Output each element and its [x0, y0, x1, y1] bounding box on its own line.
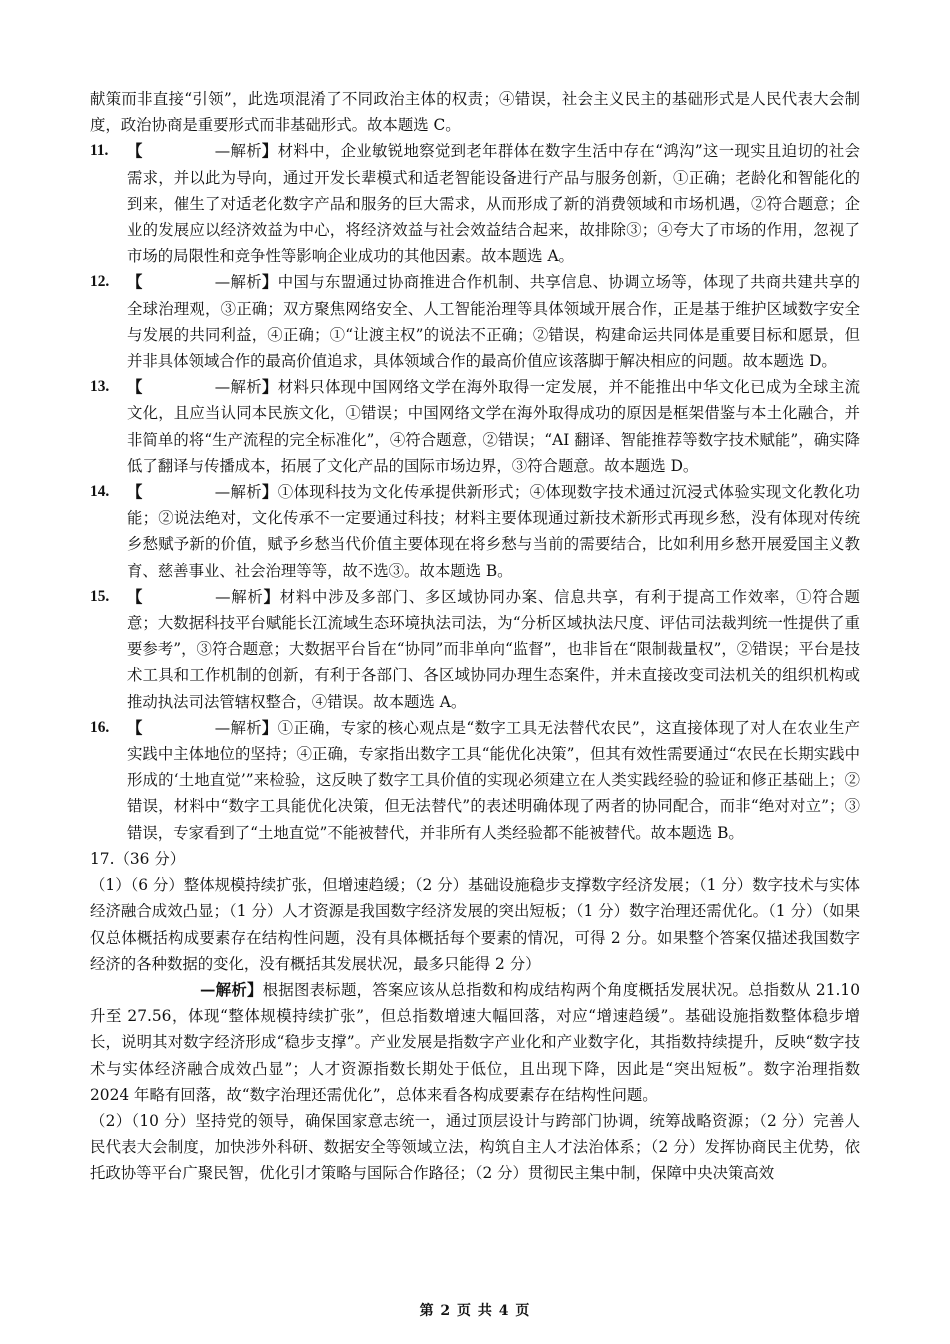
analysis-label: —解析: [214, 273, 262, 292]
open-bracket: 【: [127, 273, 143, 292]
answer-item-11: [90, 138, 860, 269]
open-bracket: 【: [127, 718, 143, 737]
open-bracket: 【: [127, 142, 143, 161]
close-bracket: 】: [261, 142, 278, 161]
analysis-text: 材料中，企业敏锐地察觉到老年群体在数字生活中存在“鸿沟”这一现实且迫切的社会需求，并以此为导向，通过开发长辈模式和适老智能设备进行产品与服务创新，①正确；老龄化和智能化的到来，催生了对适老化数字产品和服务的巨大需求，从而形成了新的消费领域和市场机遇，②符合题意；企业的发展应以经济效益为中心，将经济效益与社会效益结合起来，故排除③；④夸大了市场的作用，忽视了市场的局限性和竞争性等影响企业成功的其他因素。故本题选 A。: [127, 142, 860, 266]
question-number: 14.: [90, 483, 110, 501]
question-number: 12.: [90, 273, 110, 291]
question-17-heading: 17.（36 分）: [90, 849, 186, 868]
question-number: 15.: [90, 587, 110, 605]
close-bracket: 】: [261, 718, 278, 737]
analysis-text: 材料只体现中国网络文学在海外取得一定发展，并不能推出中华文化已成为全球主流文化，且应当认同本民族文化，①错误；中国网络文学在海外取得成功的原因是框架借鉴与本土化融合，并非简单的将“生产流程的完全标准化”，④符合题意，②错误；“AI 翻译、智能推荐等数字技术赋能”，确实降低了翻译与传播成本，拓展了文化产品的国际市场边界，③符合题意。故本题选 D。: [127, 378, 860, 475]
close-bracket: 】: [246, 980, 263, 999]
answer-item-13: [90, 374, 860, 479]
analysis-label: —解析: [200, 980, 247, 999]
analysis-text: 中国与东盟通过协商推进合作机制、共享信息、协调立场等，体现了共商共建共享的全球治理观，③正确；双方聚焦网络安全、人工智能治理等具体领域开展合作，正是基于维护区域数字安全与发展的共同利益，④正确；①“让渡主权”的说法不正确；②错误，构建命运共同体是重要目标和愿景，但并非具体领域合作的最高价值追求，具体领域合作的最高价值应该落脚于解决相应的问题。故本题选 D。: [127, 273, 860, 371]
analysis-label: —解析: [214, 142, 262, 161]
question-17-part2: （2）（10 分）坚持党的领导，确保国家意志统一，通过顶层设计与跨部门协调，统筹战略资源；（2 分）完善人民代表大会制度，加快涉外科研、数据安全等领域立法，构筑自主人才法治体系；（2 分）发挥协商民主优势，依托政协等平台广聚民智，优化引才策略与国际合作路径；（2 分）贯彻民主集中制，保障中央决策高效: [90, 1111, 860, 1183]
question-17-analysis: [90, 977, 860, 1108]
analysis-label: —解析: [214, 718, 262, 737]
page-footer: 第 2 页 共 4 页: [419, 1303, 531, 1319]
question-17-part1: （1）（6 分）整体规模持续扩张，但增速趋缓；（2 分）基础设施稳步支撑数字经济发展；（1 分）数字技术与实体经济融合成效凸显；（1 分）人才资源是我国数字经济发展的突出短板；（1 分）数字治理还需优化。（1 分）（如果仅总体概括构成要素存在结构性问题，没有具体概括每个要素的情况，可得 2 分。如果整个答案仅描述我国数字经济的各种数据的变化，没有概括其发展状况，最多只能得 2 分）: [90, 876, 860, 973]
close-bracket: 】: [262, 273, 278, 292]
open-bracket: 【: [127, 483, 143, 502]
analysis-label: —解析: [214, 378, 262, 397]
answer-item-15: [90, 584, 860, 715]
analysis-text: ①正确，专家的核心观点是“数字工具无法替代农民”，这直接体现了对人在农业生产实践中主体地位的坚持；④正确，专家指出数字工具“能优化决策”，但其有效性需要通过“农民在长期实践中形成的‘土地直觉’”来检验，这反映了数字工具价值的实现必须建立在人类实践经验的验证和修正基础上；②错误，材料中“数字工具能优化决策，但无法替代”的表述明确体现了两者的协同配合，而非“绝对对立”；③错误，专家看到了“土地直觉”不能被替代，并非所有人类经验都不能被替代。故本题选 B。: [127, 718, 860, 842]
close-bracket: 】: [262, 483, 278, 502]
analysis-text: ①体现科技为文化传承提供新形式；④体现数字技术通过沉浸式体验实现文化教化功能；②说法绝对，文化传承不一定要通过科技；材料主要体现通过新技术新形式再现乡愁，没有体现对传统乡愁赋予新的价值，赋予乡愁当代价值主要体现在将乡愁与当前的需要结合，比如利用乡愁开展爱国主义教育、慈善事业、社会治理等等，故不选③。故本题选 B。: [127, 483, 860, 580]
question-number: 16.: [90, 718, 110, 736]
answer-item-14: [90, 479, 860, 584]
answer-item-16: [90, 715, 860, 846]
intro-paragraph: 献策而非直接“引领”，此选项混淆了不同政治主体的权责；④错误，社会主义民主的基础形式是人民代表大会制度，政治协商是重要形式而非基础形式。故本题选 C。: [90, 90, 860, 135]
open-bracket: 【: [127, 587, 144, 606]
analysis-text: 材料中涉及多部门、多区域协同办案、信息共享，有利于提高工作效率，①符合题意；大数据科技平台赋能长江流域生态环境执法司法，为“分析区域执法尺度、评估司法裁判统一性提供了重要参考”，③符合题意；大数据平台旨在“协同”而非单向“监督”，也非旨在“限制裁量权”，②错误；平台是技术工具和工作机制的创新，有利于各部门、各区域协同办理生态案件，并未直接改变司法机关的组织机构或推动执法司法管辖权整合，④错误。故本题选 A。: [127, 587, 860, 711]
close-bracket: 】: [262, 378, 278, 397]
analysis-label: —解析: [214, 483, 262, 502]
close-bracket: 】: [263, 587, 280, 606]
analysis-label: —解析: [215, 587, 264, 606]
open-bracket: 【: [127, 378, 143, 397]
answer-item-12: [90, 269, 860, 374]
question-number: 13.: [90, 378, 110, 396]
answer-content: [90, 86, 860, 1187]
question-number: 11.: [90, 142, 109, 160]
analysis-text: 根据图表标题，答案应该从总指数和构成结构两个角度概括发展状况。总指数从 21.10 升至 27.56，体现“整体规模持续扩张”，但总指数增速大幅回落，对应“增速趋缓”。基础设施指数整体稳步增长，说明其对数字经济形成“稳步支撑”。产业发展是指数字产业化和产业数字化，其指数持续提升，反映“数字技术与实体经济融合成效凸显”；人才资源指数长期处于低位，且出现下降，因此是“突出短板”。数字治理指数 2024 年略有回落，故“数字治理还需优化”，总体来看各构成要素存在结构性问题。: [90, 980, 860, 1104]
